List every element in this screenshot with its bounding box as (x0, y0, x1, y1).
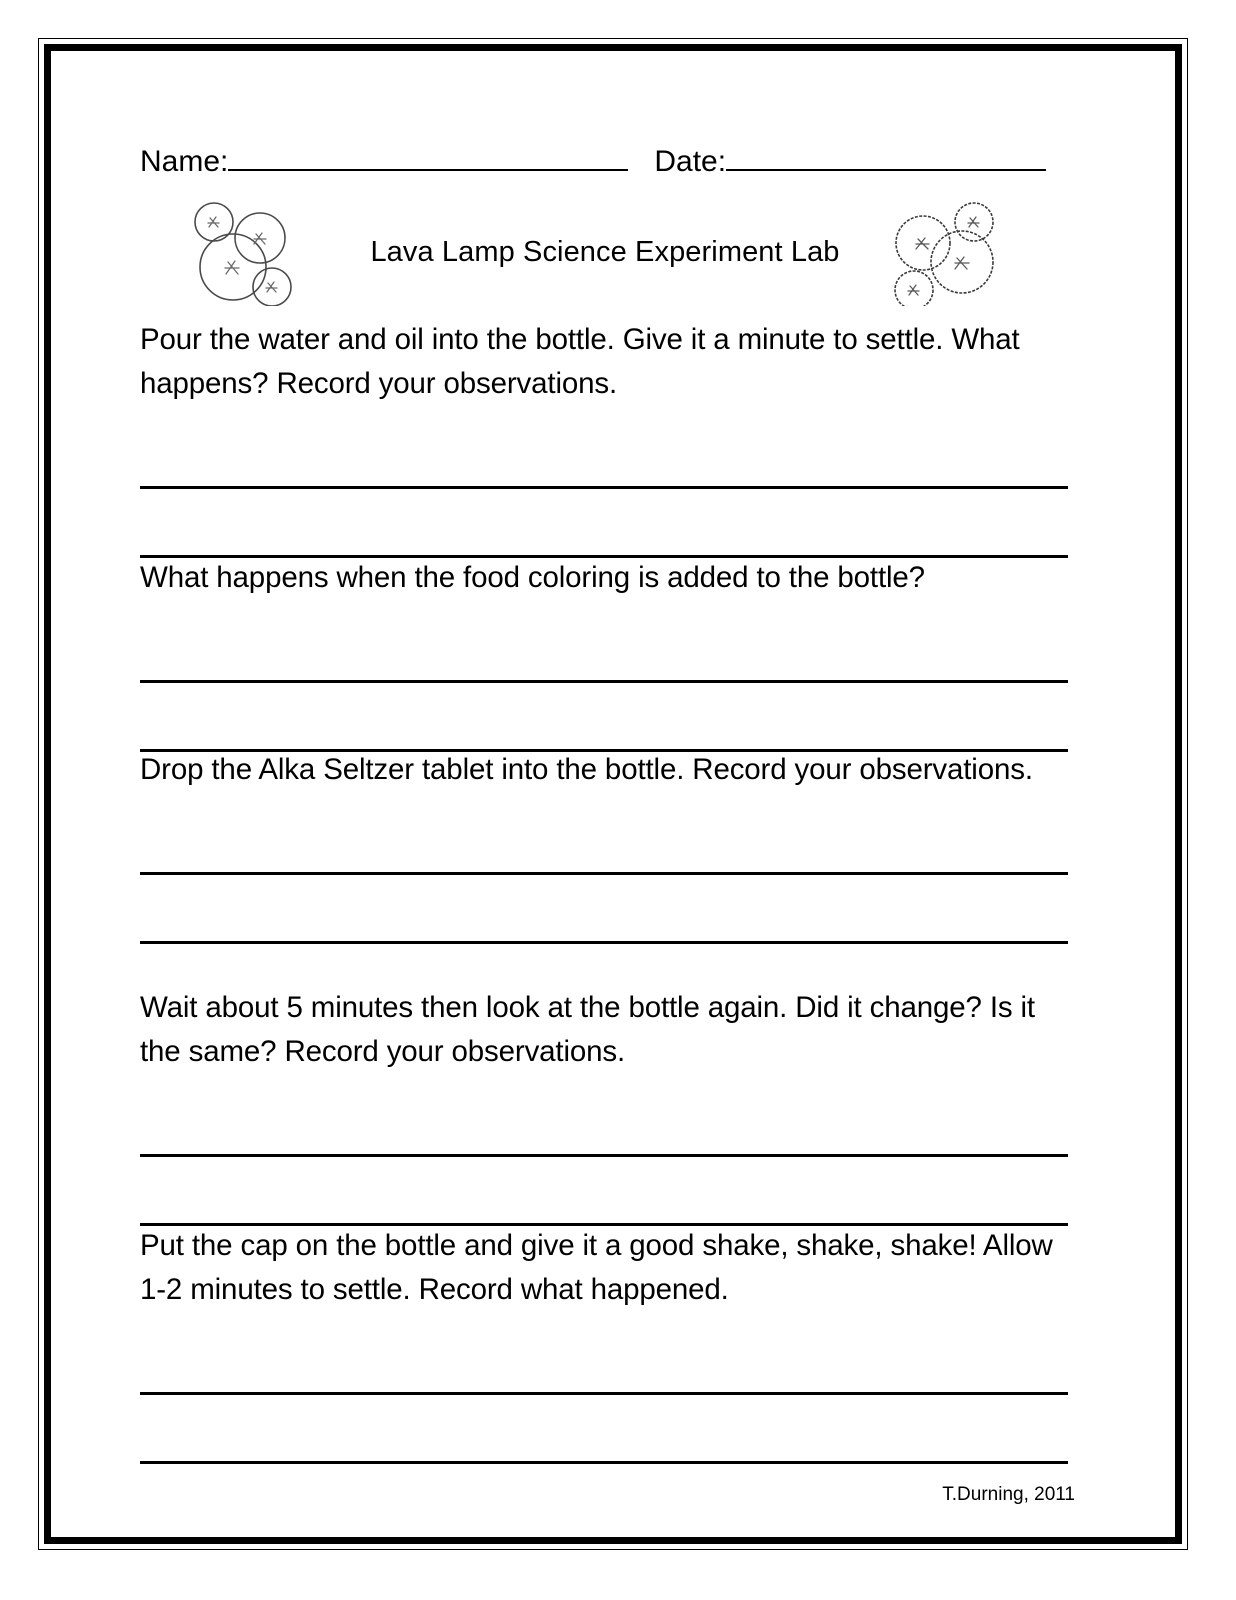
answer-lines (140, 420, 1075, 558)
answer-lines (140, 614, 1075, 752)
question-text: What happens when the food coloring is added to the bottle? (140, 561, 925, 594)
answer-line[interactable] (140, 420, 1068, 489)
answer-line[interactable] (140, 683, 1068, 752)
page-title: Lava Lamp Science Experiment Lab (370, 235, 840, 268)
answer-line[interactable] (140, 1326, 1068, 1395)
bubble-cluster-right-icon (882, 198, 1002, 311)
question-text: Pour the water and oil into the bottle. Give it a minute to settle. What happens? Record your observations. (140, 323, 1020, 400)
name-date-row (140, 143, 1070, 179)
question-text: Drop the Alka Seltzer tablet into the bottle. Record your observations. (140, 753, 1033, 786)
title-band (140, 198, 1070, 306)
answer-lines (140, 1326, 1075, 1464)
credit-line: T.Durning, 2011 (942, 1484, 1075, 1505)
question-text: Wait about 5 minutes then look at the bottle again. Did it change? Is it the same? Record your observations. (140, 991, 1035, 1068)
name-input-rule[interactable] (228, 143, 628, 171)
answer-line[interactable] (140, 489, 1068, 558)
date-label: Date: (654, 145, 727, 178)
question-block (140, 318, 1075, 558)
question-block (140, 1224, 1075, 1464)
answer-line[interactable] (140, 806, 1068, 875)
question-block (140, 556, 1075, 752)
answer-line[interactable] (140, 614, 1068, 683)
answer-lines (140, 1088, 1075, 1226)
question-block (140, 986, 1075, 1226)
answer-line[interactable] (140, 1395, 1068, 1464)
answer-line[interactable] (140, 1088, 1068, 1157)
answer-lines (140, 806, 1075, 944)
date-input-rule[interactable] (726, 143, 1046, 171)
name-label: Name: (140, 145, 229, 178)
question-block (140, 748, 1075, 944)
question-text: Put the cap on the bottle and give it a good shake, shake, shake! Allow 1-2 minutes to settle. Record what happened. (140, 1229, 1053, 1306)
answer-line[interactable] (140, 875, 1068, 944)
answer-line[interactable] (140, 1157, 1068, 1226)
